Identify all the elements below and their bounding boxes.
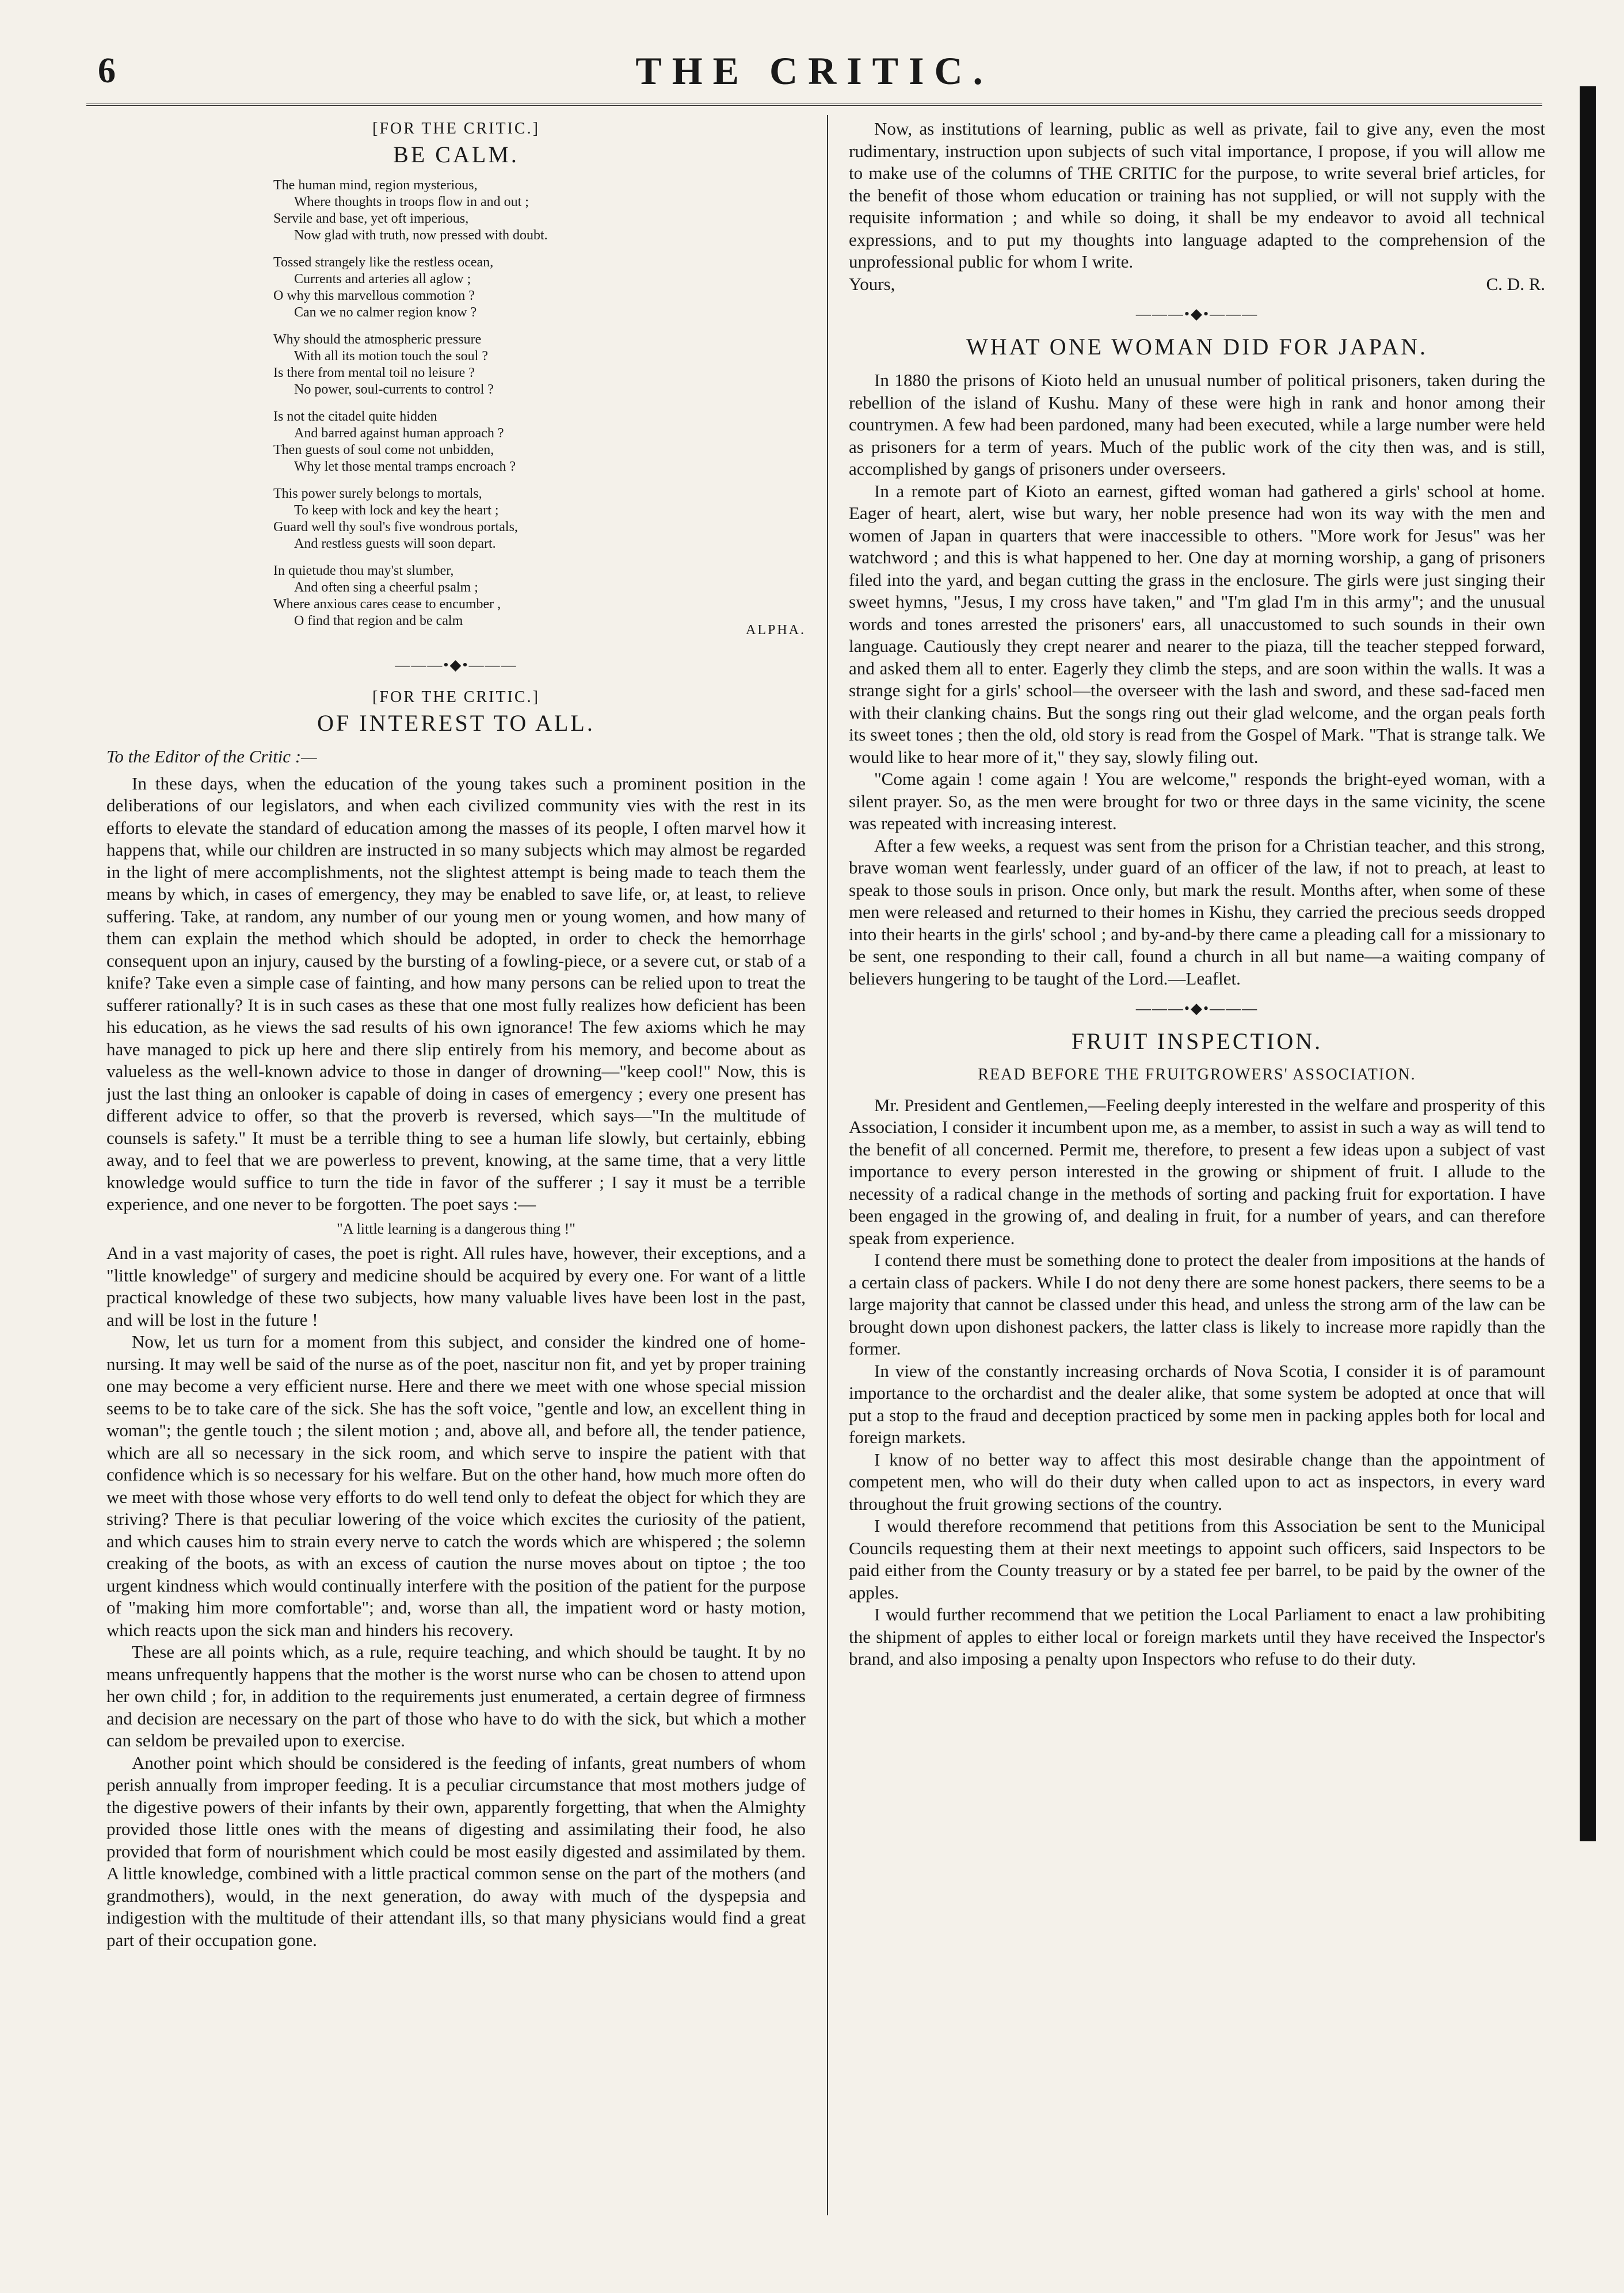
article-paragraph: I contend there must be something done to protect the dealer from impositions at the hands of a certain class of packers. While I do not deny there are some honest packers, there seems to be a large majority that cannot be classed under this head, and unless the strong arm of the law can be brought down upon dishonest packers, the latter class is likely to increase more rapidly than the former.: [849, 1250, 1545, 1359]
article-paragraph: "Come again ! come again ! You are welcome," responds the bright-eyed woman, with a silent prayer. So, as the men were brought for two or three days in the same vicinity, the scene was repeated with increasing interest.: [849, 769, 1545, 833]
left-column: [106, 118, 806, 2212]
poem-line: Why should the atmospheric pressure: [273, 332, 482, 347]
article-paragraph: Now, as institutions of learning, public as well as private, fail to give any, even the most rudimentary, instruction upon subjects of such vital importance, I propose, if you will allow me to make use of the columns of THE CRITIC for the purpose, to write several brief articles, for the benefit of those whom education or training has not supplied, or will not supply with the requisite information ; and while so doing, it shall be my endeavor to avoid all technical expressions, and to put my thoughts into language adapted to the comprehension of the unprofessional public for whom I write.: [849, 119, 1545, 272]
article-paragraph: In these days, when the education of the young takes such a prominent position in the deliberations of our legislators, and when each civilized community vies with the rest in its efforts to elevate the standard of education among the masses of its people, I often marvel how it happens that, while our children are instructed in so many subjects which may almost be regarded in the light of mere accomplishments, not the slightest attempt is being made to teach them the means by which, in cases of emergency, they may be enabled to save life, or, at least, to relieve suffering. Take, at random, any number of our young men or young women, and how many of them can explain the method which should be adopted, in order to check the hemorrhage consequent upon an injury, caused by the bursting of a fowling-piece, or a severe cut, or stab of a knife? Take even a simple case of fainting, and how many persons can be relied upon to treat the sufferer rationally? It is in such cases as these that one most fully realizes how deficient has been his education, as he views the sad results of his own ignorance! The few axioms which he may have managed to pick up here and there slip entirely from his memory, and become about as valueless as the well-known advice to those in danger of drowning—"keep cool!" Now, this is just the last thing an onlooker is capable of doing in cases of emergency ; every one present has different advice to offer, so that the proverb is reversed, which says—"In the multitude of counsels is safety." It must be a terrible thing to see a human life slowly, but certainly, ebbing away, and to feel that we are powerless to prevent, knowing, at the same time, that a very little knowledge would suffice to turn the tide in favor of the sufferer ; I say it must be a terrible experience, and one never to be forgotten. The poet says :—: [106, 773, 806, 1214]
page-number: 6: [98, 51, 116, 90]
masthead: [86, 40, 1542, 106]
poem-for-critic: [FOR THE CRITIC.]: [372, 120, 540, 138]
poem-line: Servile and base, yet oft imperious,: [273, 211, 469, 226]
poem-stanza: [273, 177, 806, 244]
article-paragraph: Another point which should be considered is the feeding of infants, great numbers of whom perish annually from improper feeding. It is a peculiar circumstance that most mothers judge of the digestive powers of their infants by their own, apparently forgetting, that when the Almighty provided those little ones with the means of digesting and assimilating their food, he also provided that form of nourishment which could be most easily digested and assimilated by them. A little knowledge, combined with a little practical common sense on the part of the mothers (and grandmothers), would, in the next generation, do away with much of the dyspepsia and indigestion with the multitude of their attendant ills, so that many physicians would find a great part of their occupation gone.: [106, 1752, 806, 1950]
poet-quote: "A little learning is a dangerous thing !": [337, 1220, 575, 1237]
article-paragraph: After a few weeks, a request was sent from the prison for a Christian teacher, and this strong, brave woman went fearlessly, under guard of an officer of the law, if not to preach, at least to speak to those souls in prison. Once only, but mark the result. Months after, when some of these men were released and returned to their homes in Kishu, they carried the precious seeds dropped into their hearts in the girls' school ; and by-and-by there came a pleading call for a missionary to be sent, one responding to their call, found a church in all but name—a waiting company of believers hungering to be taught of the Lord.—Leaflet.: [849, 835, 1545, 989]
poem-line: Is not the citadel quite hidden: [273, 409, 437, 424]
poem-line: Can we no calmer region know ?: [294, 305, 477, 320]
poem-line: The human mind, region mysterious,: [273, 178, 478, 193]
japan-title: WHAT ONE WOMAN DID FOR JAPAN.: [966, 333, 1428, 360]
ornamental-divider: ———•◆•———: [395, 656, 517, 673]
ornamental-divider: ———•◆•———: [1135, 1000, 1259, 1017]
article-paragraph: Mr. President and Gentlemen,—Feeling deeply interested in the welfare and prosperity of this Association, I consider it incumbent upon me, as a member, to assist in such a way as will tend to the benefit of all concerned. Permit me, therefore, to present a few ideas upon a subject of vast importance to every person interested in the growing or shipment of fruit. I allude to the necessity of a radical change in the methods of sorting and packing fruit for exportation. I have been engaged in the growing of, and dealing in fruit, for a number of years, and can therefore speak from experience.: [849, 1094, 1545, 1248]
article-paragraph: In 1880 the prisons of Kioto held an unusual number of political prisoners, taken during the rebellion of the island of Kushu. Many of these were high in rank and honor among their countrymen. A few had been pardoned, many had been executed, while a large number were held as prisoners for a term of years. Much of the public work of the city then was, and is still, accomplished by gangs of prisoners under overseers.: [849, 370, 1545, 479]
poem-stanza: [273, 486, 806, 552]
poem-line: Then guests of soul come not unbidden,: [273, 442, 494, 457]
poem-line: This power surely belongs to mortals,: [273, 486, 482, 501]
interest-salutation: To the Editor of the Critic :—: [106, 746, 317, 766]
article-paragraph: Now, let us turn for a moment from this subject, and consider the kindred one of home-nursing. It may well be said of the nurse as of the poet, nascitur non fit, and yet by proper training one may become a very efficient nurse. Here and there we meet with one whose special mission seems to be to take care of the sick. She has the soft voice, "gentle and low, an excellent thing in woman"; the gentle touch ; the silent motion ; and, above all, and before all, the tender patience, which are all so necessary in the sick room, and which serve to inspire the patient with that confidence which is so necessary for his welfare. But on the other hand, how much more often do we meet with those whose very efforts to do well tend only to defeat the object for which they are striving? There is that peculiar lowering of the voice which excites the curiosity of the patient, and which causes him to strain every nerve to catch the words which are whispered ; the solemn creaking of the boots, as with an excess of caution the nurse moves about on tiptoe ; the too urgent kindness which would continually interfere with the position of the patient for the purpose of "making him more comfortable"; and, worse than all, the impatient word or hasty motion, which reacts upon the sick man and hinders his recovery.: [106, 1331, 806, 1640]
poem-line: Tossed strangely like the restless ocean,: [273, 255, 494, 270]
article-paragraph: I would therefore recommend that petitions from this Association be sent to the Municipal Councils requesting them at their next meetings to appoint such officers, said Inspectors to be paid either from the County treasury or by a stated fee per barrel, to be paid by the owner of the apples.: [849, 1516, 1545, 1603]
fruit-subtitle: READ BEFORE THE FRUITGROWERS' ASSOCIATION.: [978, 1066, 1416, 1083]
poem-line: Guard well thy soul's five wondrous portals,: [273, 520, 518, 535]
poem-line: O find that region and be calm: [294, 613, 463, 628]
article-paragraph: I would further recommend that we petition the Local Parliament to enact a law prohibiting the shipment of apples to either local or foreign markets until they have received the Inspector's brand, and also imposing a penalty upon Inspectors who refuse to do their duty.: [849, 1604, 1545, 1669]
poem-line: O why this marvellous commotion ?: [273, 288, 475, 303]
poem-line: Currents and arteries all aglow ;: [294, 272, 471, 287]
poem-line: With all its motion touch the soul ?: [294, 349, 488, 364]
fruit-article: [849, 1028, 1545, 1670]
poem-line: Why let those mental tramps encroach ?: [294, 459, 516, 474]
article-paragraph: These are all points which, as a rule, require teaching, and which should be taught. It by no means unfrequently happens that the mother is the worst nurse who can be chosen to attend upon her own child ; for, in addition to the requirements just enumerated, a certain degree of firmness and decision are necessary on the part of those who have to do with the sick, but which a mother can seldom be prevailed upon to exercise.: [106, 1642, 806, 1750]
article-paragraph: In a remote part of Kioto an earnest, gifted woman had gathered a girls' school at home. Eager of heart, alert, wise but wary, her noble presence had won its way with the men and women of Japan in quarters that were inaccessible to others. "More work for Jesus" was her watchword ; and this is what happened to her. One day at morning worship, a gang of prisoners filed into the yard, and began cutting the grass in the enclosure. The girls were just singing their sweet hymns, "Jesus, I my cross have taken," and "I'm glad I'm in this army"; and the unusual words and tones arrested the prisoners' ears, all unaccustomed to such sounds in their own language. Cautiously they crept nearer and nearer to the piaza, till the teacher stepped forward, and asked them all to enter. Eagerly they climb the steps, and are soon within the walls. It was a strange sight for a girls' school—the overseer with the lash and sword, and these sad-faced men with their clanking chains. But the songs ring out their glad welcome, and the organ peals forth its sweet tones ; then the old, old story is read from the Gospel of Mark. "That is strange talk. We would like to hear more of it," they say, slowly filing out.: [849, 480, 1545, 767]
signoff-initials: C. D. R.: [1486, 273, 1545, 294]
poem-line: Where anxious cares cease to encumber ,: [273, 597, 501, 612]
article-paragraph: I know of no better way to affect this most desirable change than the appointment of competent men, who will do their duty when called upon to act as inspectors, in every ward throughout the fruit growing sections of the country.: [849, 1449, 1545, 1514]
interest-for-critic: [FOR THE CRITIC.]: [372, 688, 540, 706]
poem-line: And barred against human approach ?: [294, 426, 504, 441]
page-edge-shadow: [1580, 86, 1596, 1841]
fruit-title: FRUIT INSPECTION.: [1071, 1028, 1323, 1054]
poem-title: BE CALM.: [393, 141, 519, 167]
ornamental-divider: ———•◆•———: [1135, 306, 1259, 322]
column-divider: [827, 115, 828, 2215]
poem-line: Where thoughts in troops flow in and out ;: [294, 194, 529, 209]
signoff-yours: Yours,: [849, 273, 895, 294]
poem-line: Is there from mental toil no leisure ?: [273, 365, 475, 380]
poem-line: And often sing a cheerful psalm ;: [294, 580, 478, 595]
interest-article: [106, 686, 806, 1951]
article-paragraph: And in a vast majority of cases, the poet is right. All rules have, however, their exceptions, and a "little knowledge" of surgery and medicine should be acquired by every one. For want of a little practical knowledge of these two subjects, how many valuable lives have been lost in the past, and will be lost in the future !: [106, 1243, 806, 1330]
poem-stanza: [273, 254, 806, 321]
poem-article: [106, 118, 806, 642]
article-paragraph: In view of the constantly increasing orchards of Nova Scotia, I consider it is of paramount importance to the orchardist and the dealer alike, that some system be adopted at once that will put a stop to the fraud and deception practiced by some men in packing apples both for local and foreign markets.: [849, 1360, 1545, 1447]
poem-line: And restless guests will soon depart.: [294, 536, 496, 551]
poem-line: In quietude thou may'st slumber,: [273, 563, 454, 578]
interest-title: OF INTEREST TO ALL.: [317, 709, 595, 736]
poem-stanza: [273, 331, 806, 398]
japan-article: [849, 333, 1545, 990]
paper-title: THE CRITIC.: [635, 49, 993, 93]
poem-line: No power, soul-currents to control ?: [294, 382, 494, 397]
poem-body: [273, 177, 806, 629]
poem-line: Now glad with truth, now pressed with doubt.: [294, 228, 548, 243]
interest-signoff: [849, 273, 1545, 296]
poem-line: To keep with lock and key the heart ;: [294, 503, 499, 518]
poem-stanza: [273, 409, 806, 475]
right-column: [849, 118, 1545, 2212]
poem-signature: ALPHA.: [745, 623, 806, 638]
